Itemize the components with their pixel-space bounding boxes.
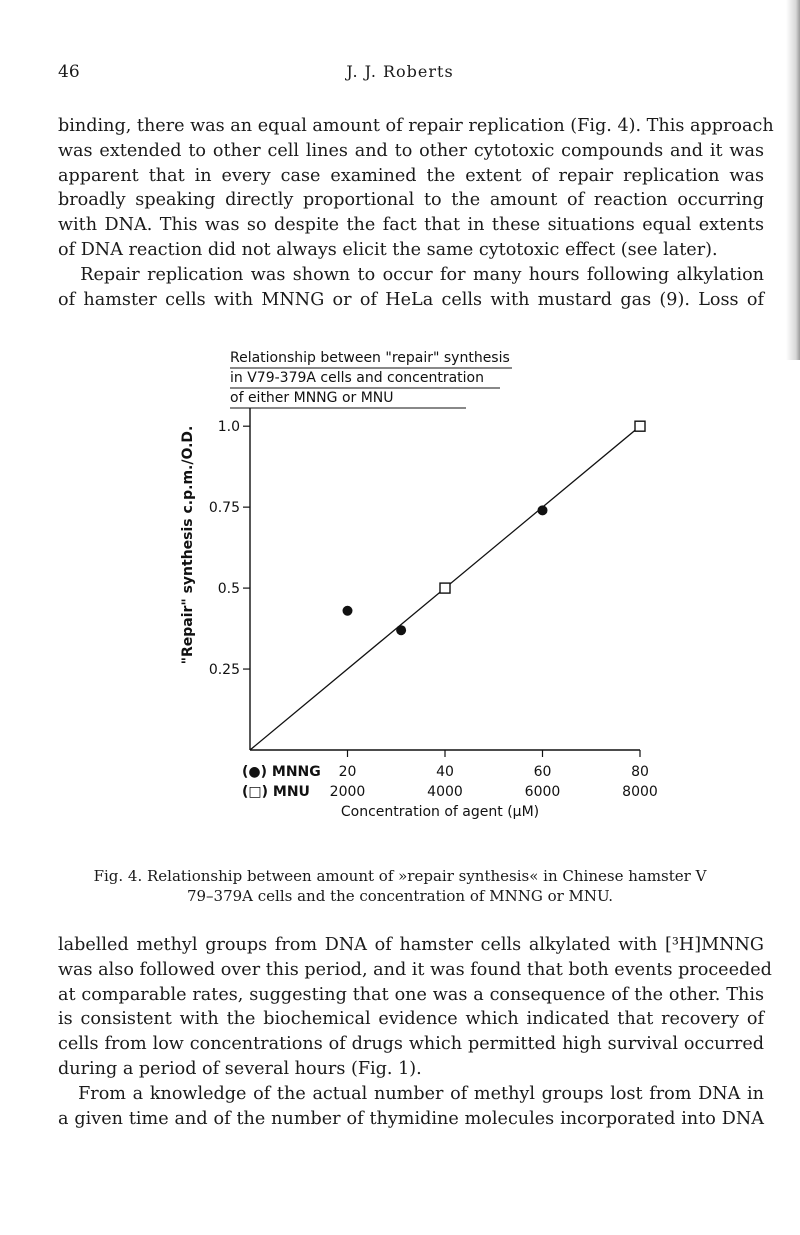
page-edge-shadow bbox=[786, 0, 800, 360]
text-line: binding, there was an equal amount of repair replication (Fig. 4). This approach bbox=[58, 116, 774, 136]
text-line: of DNA reaction did not always elicit the same cytotoxic effect (see later). bbox=[58, 239, 718, 260]
text-line: of hamster cells with MNNG or of HeLa cells with mustard gas (9). Loss of bbox=[58, 289, 764, 310]
text-line: a given time and of the number of thymidine molecules incorporated into DNA bbox=[58, 1108, 764, 1129]
mnng-tick-label: 20 bbox=[338, 764, 357, 780]
paragraph-top bbox=[58, 114, 774, 312]
x-axis-label: Concentration of agent (μM) bbox=[340, 804, 540, 820]
text-line: during a period of several hours (Fig. 1). bbox=[58, 1058, 422, 1079]
chart-title-line: in V79-379A cells and concentration bbox=[230, 370, 484, 386]
text-line: was extended to other cell lines and to other cytotoxic compounds and it was bbox=[58, 140, 764, 161]
paragraph-bottom bbox=[58, 933, 772, 1131]
text-line: is consistent with the biochemical evidence which indicated that recovery of bbox=[58, 1009, 764, 1030]
mnu-data-point bbox=[440, 583, 450, 593]
data-marks bbox=[250, 421, 645, 750]
mnng-tick-label: 60 bbox=[533, 764, 552, 780]
mnng-data-point bbox=[538, 505, 548, 515]
figure-chart bbox=[140, 340, 660, 820]
text-line: labelled methyl groups from DNA of hamster cells alkylated with [³H]MNNG bbox=[58, 935, 764, 955]
text-line: broadly speaking directly proportional to the amount of reaction occurring bbox=[58, 190, 764, 211]
text-line: with DNA. This was so despite the fact that in these situations equal extents bbox=[58, 215, 764, 236]
chart-title-line: of either MNNG or MNU bbox=[230, 390, 394, 406]
running-head: J. J. Roberts bbox=[346, 62, 454, 81]
mnu-tick-label: 8000 bbox=[622, 784, 658, 800]
mnng-tick-label: 80 bbox=[631, 764, 649, 780]
mnng-legend-label: (●) MNNG bbox=[242, 764, 321, 780]
text-line: at comparable rates, suggesting that one was a consequence of the other. This bbox=[58, 984, 764, 1005]
mnu-data-point bbox=[635, 421, 645, 431]
mnng-tick-label: 40 bbox=[436, 764, 454, 780]
y-tick-label: 0.25 bbox=[208, 662, 240, 679]
mnu-tick-label: 6000 bbox=[524, 784, 561, 800]
page-number: 46 bbox=[58, 62, 80, 82]
y-tick-label: 0.5 bbox=[217, 581, 240, 598]
text-line: cells from low concentrations of drugs which permitted high survival occurred bbox=[58, 1034, 764, 1055]
chart-title-line: Relationship between "repair" synthesis bbox=[230, 350, 510, 366]
mnu-tick-label: 2000 bbox=[329, 784, 366, 800]
y-tick-label: 1.0 bbox=[217, 419, 240, 436]
y-axis-label: "Repair" synthesis c.p.m./O.D. bbox=[180, 425, 196, 665]
text-line: Repair replication was shown to occur for many hours following alkylation bbox=[58, 264, 764, 285]
y-tick-label: 0.75 bbox=[208, 500, 240, 517]
mnng-data-point bbox=[343, 606, 353, 616]
text-line: From a knowledge of the actual number of methyl groups lost from DNA in bbox=[58, 1083, 764, 1104]
page-header bbox=[0, 62, 800, 86]
mnu-tick-label: 4000 bbox=[427, 784, 463, 800]
mnu-legend-label: (□) MNU bbox=[242, 784, 310, 800]
text-line: was also followed over this period, and it was found that both events proceeded bbox=[58, 959, 772, 980]
mnng-data-point bbox=[396, 625, 406, 635]
figure-caption: Fig. 4. Relationship between amount of »repair synthesis« in Chinese hamster V 79–379A cells and the concentration of MNNG or MNU. bbox=[93, 867, 707, 905]
text-line: apparent that in every case examined the extent of repair replication was bbox=[58, 165, 764, 186]
